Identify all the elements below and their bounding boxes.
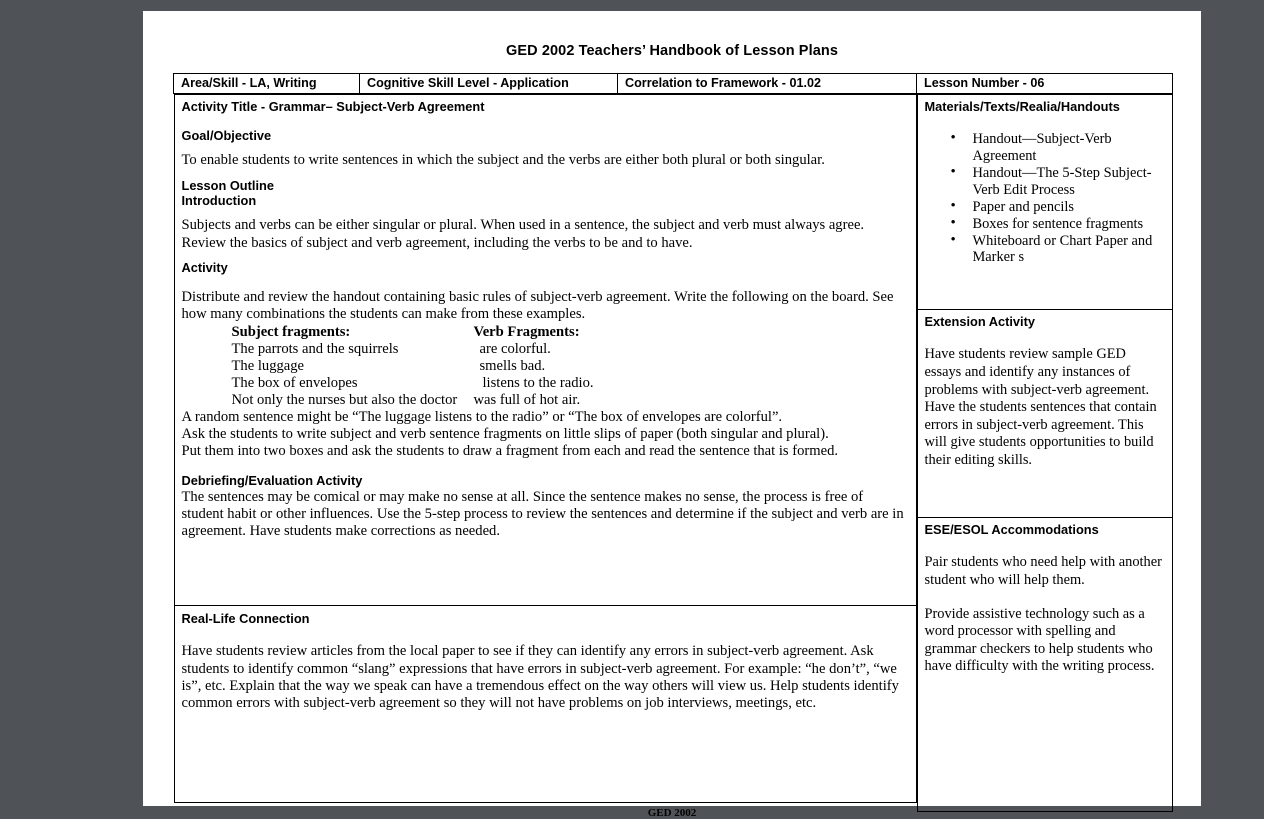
- fragments-header-row: [182, 324, 908, 341]
- verb-fragment: listens to the radio.: [482, 374, 594, 391]
- extension-heading: Extension Activity: [924, 314, 1035, 330]
- extension-text: Have students review sample GED essays and identify any instances of problems with subject-verb agreement. Have the students sentences that contain errors in subject-verb agreement. This will give students opportunities to build their editing skills.: [924, 346, 1157, 468]
- page-footer: GED 2002: [647, 807, 697, 819]
- spacer: [182, 115, 908, 128]
- goal-heading: Goal/Objective: [181, 128, 272, 144]
- materials-list: [925, 131, 1164, 266]
- ese-heading: ESE/ESOL Accommodations: [924, 522, 1099, 538]
- lesson-body-row: [174, 95, 916, 606]
- real-life-cell: [174, 606, 916, 803]
- spacer: [925, 330, 1164, 346]
- page-title: GED 2002 Teachers’ Handbook of Lesson Plans: [505, 43, 838, 59]
- fragment-row: [182, 375, 908, 392]
- fragment-row: [182, 358, 908, 375]
- spacer: [182, 276, 908, 289]
- lesson-outline-heading: Lesson Outline: [181, 177, 274, 193]
- document-page: [143, 11, 1201, 819]
- real-life-row: [174, 606, 916, 803]
- activity-followup-1: A random sentence might be “The luggage listens to the radio” or “The box of envelopes are colorful”.: [181, 408, 783, 425]
- goal-text: To enable students to write sentences in which the subject and the verbs are either both plural or both singular.: [181, 152, 825, 169]
- activity-heading: Activity: [181, 259, 228, 275]
- extension-row: [917, 310, 1172, 518]
- spacer: [925, 115, 1164, 131]
- spacer: [182, 252, 908, 260]
- fragment-row: [182, 341, 908, 358]
- list-item: • Whiteboard or Chart Paper and Marker s: [951, 233, 1164, 267]
- real-life-heading: Real-Life Connection: [181, 611, 310, 627]
- materials-heading: Materials/Texts/Realia/Handouts: [924, 99, 1120, 115]
- list-item: • Boxes for sentence fragments: [951, 216, 1164, 233]
- ese-cell: [917, 518, 1172, 812]
- materials-cell: [917, 95, 1172, 310]
- cell-area-skill: Area/Skill - LA, Writing: [174, 74, 360, 94]
- subject-fragment: The parrots and the squirrels: [231, 340, 399, 357]
- materials-row: [917, 95, 1172, 310]
- verb-fragments-header: Verb Fragments:: [473, 323, 580, 340]
- verb-fragment: are colorful.: [479, 340, 551, 357]
- ese-text-pairing: Pair students who need help with another student who will help them.: [924, 554, 1162, 589]
- introduction-text: Subjects and verbs can be either singular or plural. When used in a sentence, the subject and verb must always agree. Review the basics of subject and verb agreement, including the verbs to be and to have.: [181, 217, 865, 251]
- cell-cognitive-level: Cognitive Skill Level - Application: [360, 74, 618, 94]
- list-item: • Paper and pencils: [951, 199, 1164, 216]
- activity-followup-3: Put them into two boxes and ask the students to draw a fragment from each and read the sentence that is formed.: [181, 442, 839, 459]
- lesson-body-cell: [174, 95, 916, 606]
- subject-fragment: The box of envelopes: [231, 374, 358, 391]
- sidebar-column: [917, 94, 1173, 813]
- main-column: [174, 94, 917, 813]
- spacer: [182, 170, 908, 178]
- table-body-row: [174, 94, 1173, 813]
- spacer: [925, 590, 1164, 606]
- spacer: [182, 144, 908, 152]
- cell-lesson-number: Lesson Number - 06: [917, 74, 1173, 94]
- spacer: [925, 538, 1164, 554]
- table-header-row: [174, 74, 1173, 94]
- spacer: [182, 209, 908, 217]
- subject-fragments-header: Subject fragments:: [231, 323, 351, 340]
- list-item: • Handout—The 5-Step Subject-Verb Edit Process: [951, 165, 1164, 199]
- main-column-inner-table: [174, 94, 917, 803]
- sidebar-inner-table: [917, 94, 1173, 812]
- real-life-text: Have students review articles from the local paper to see if they can identify any errors in subject-verb agreement. Ask students to identify common “slang” expressions that have errors in subject-verb agreement. For example: “he don’t”, “we is”, etc. Explain that the way we speak can have a tremendous effect on the way others will view us. Help students identify common errors with subject-verb agreement so they will not have problems on job interviews, meetings, etc.: [181, 643, 899, 711]
- lesson-plan-table: [173, 73, 1173, 812]
- fragments-table: [182, 324, 908, 409]
- list-item: • Handout—Subject-Verb Agreement: [951, 131, 1164, 165]
- verb-fragment: smells bad.: [479, 357, 546, 374]
- extension-cell: [917, 310, 1172, 518]
- verb-fragment: was full of hot air.: [473, 391, 581, 408]
- subject-fragment: Not only the nurses but also the doctor: [231, 391, 458, 408]
- ese-text-assistive-tech: Provide assistive technology such as a word processor with spelling and grammar checkers to help students who have difficulty with the writing process.: [924, 605, 1155, 675]
- activity-intro-text: Distribute and review the handout containing basic rules of subject-verb agreement. Write the following on the board. See how many combinations the students can make from these examples.: [181, 288, 894, 322]
- spacer: [182, 460, 908, 473]
- activity-followup-2: Ask the students to write subject and verb sentence fragments on little slips of paper (both singular and plural).: [181, 425, 829, 442]
- debriefing-text: The sentences may be comical or may make no sense at all. Since the sentence makes no sense, the process is free of student habit or other influences. Use the 5-step process to review the sentences and determine if the subject and verb are in agreement. Have students make corrections as needed.: [181, 488, 904, 539]
- debriefing-heading: Debriefing/Evaluation Activity: [181, 472, 363, 488]
- spacer: [182, 627, 908, 643]
- activity-title: Activity Title - Grammar– Subject-Verb Agreement: [181, 99, 485, 115]
- fragment-row: [182, 392, 908, 409]
- introduction-heading: Introduction: [181, 193, 257, 209]
- cell-correlation: Correlation to Framework - 01.02: [618, 74, 917, 94]
- subject-fragment: The luggage: [231, 357, 305, 374]
- ese-row: [917, 518, 1172, 812]
